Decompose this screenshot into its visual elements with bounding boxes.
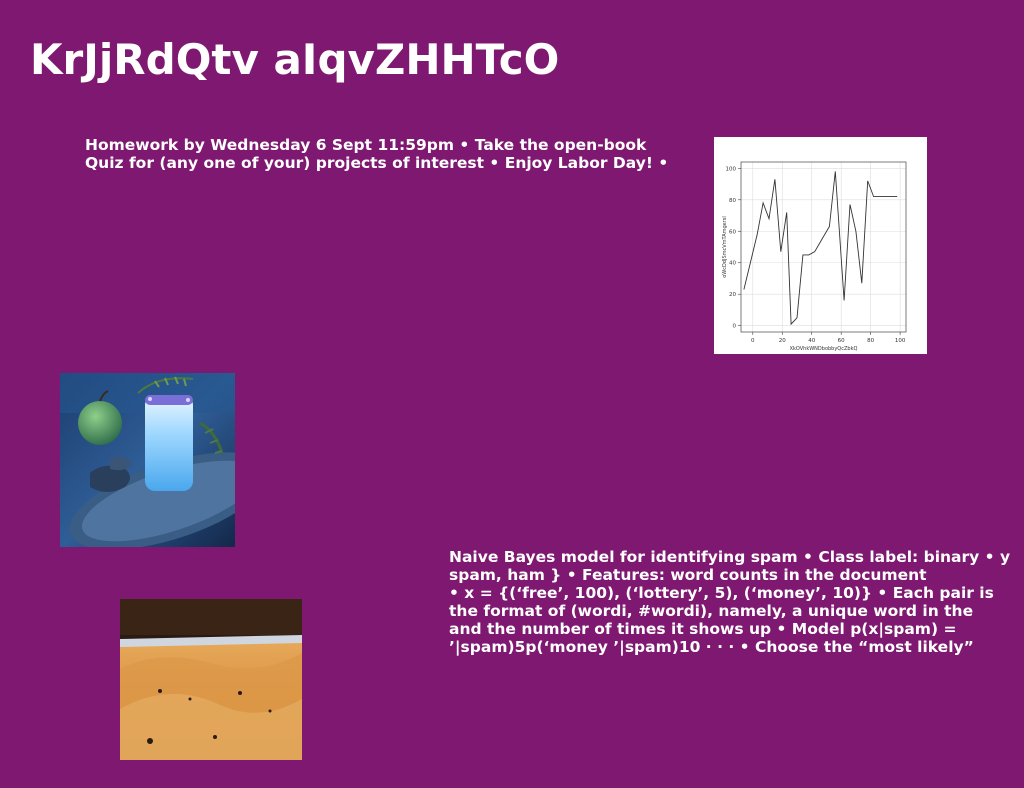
chart-svg <box>714 137 927 354</box>
line-chart <box>714 137 927 354</box>
slide-title: KrJjRdQtv aIqvZHHTcO <box>30 35 560 84</box>
x-tick-label: 60 <box>837 338 845 344</box>
text-line: the format of (wordi, #wordi), namely, a unique word in the <box>449 602 974 620</box>
y-tick-label: 60 <box>729 229 736 236</box>
y-tick-label: 100 <box>725 166 736 173</box>
plot-frame <box>741 162 906 332</box>
x-tick-label: 40 <box>808 338 816 344</box>
naive-bayes-text-block <box>449 548 1010 656</box>
x-tick-label: 100 <box>894 338 906 344</box>
text-line: Quiz for (any one of your) projects of interest • Enjoy Labor Day! • <box>85 154 669 172</box>
text-line: • x = {(‘free’, 100), (‘lottery’, 5), (‘money’, 10)} • Each pair is <box>449 584 994 602</box>
homework-text-block <box>85 136 668 172</box>
series-line <box>744 171 897 324</box>
y-tick-label: 0 <box>732 323 736 330</box>
text-line: Naive Bayes model for identifying spam • Class label: binary • y <box>449 548 1011 566</box>
y-tick-label: 40 <box>729 260 736 267</box>
text-line: spam, ham } • Features: word counts in the document <box>449 566 927 584</box>
x-tick-label: 0 <box>751 338 755 344</box>
desert-photo <box>120 599 302 760</box>
text-line: ’|spam)5p(‘money ’|spam)10 · · · • Choose the “most likely” <box>449 638 974 656</box>
x-tick-label: 20 <box>778 338 786 344</box>
y-axis-label: oWcDdJSmcVmTAmgersl <box>722 216 728 278</box>
drink-photo <box>60 373 235 547</box>
text-line: and the number of times it shows up • Model p(x|spam) = <box>449 620 957 638</box>
y-tick-label: 20 <box>729 292 736 299</box>
x-tick-label: 80 <box>867 338 875 344</box>
text-line: Homework by Wednesday 6 Sept 11:59pm • Take the open-book <box>85 136 647 154</box>
x-axis-label: XkOVhkWNDbobbyQcZbkQ <box>789 346 858 352</box>
y-tick-label: 80 <box>729 197 736 204</box>
